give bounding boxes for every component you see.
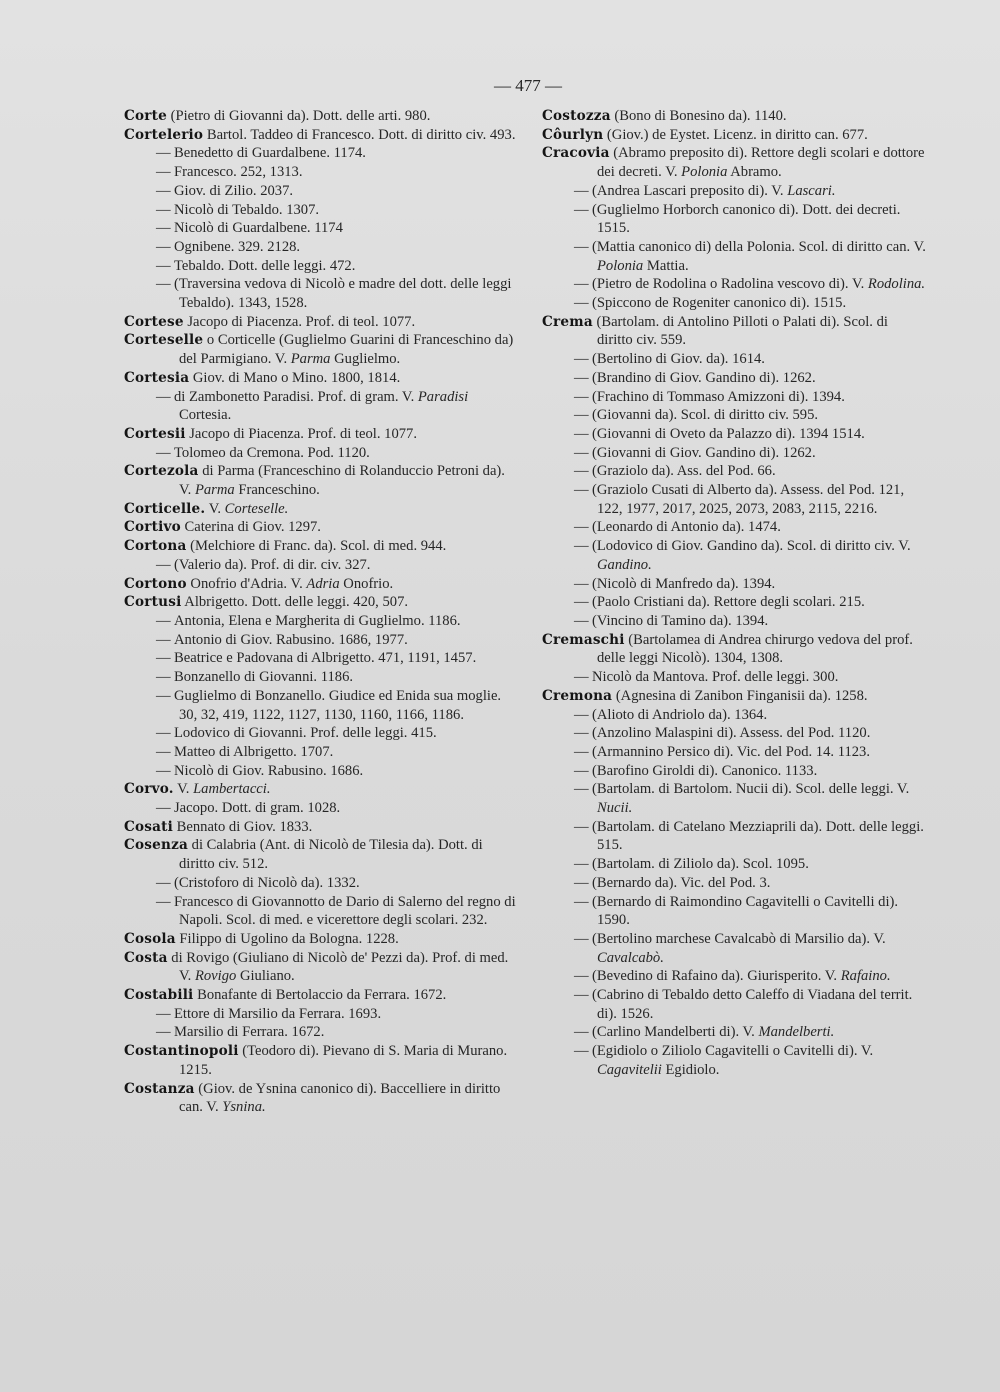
entry-text: Tolomeo da Cremona. Pod. 1120.	[174, 444, 370, 461]
index-subentry	[542, 893, 926, 930]
dash-marker: —	[156, 762, 171, 779]
index-subentry	[124, 144, 516, 163]
index-subentry	[124, 201, 516, 220]
entry-text: (Guglielmo Horborch canonico di). Dott. dei decreti. 1515.	[592, 201, 901, 237]
dash-marker: —	[574, 743, 589, 760]
dash-marker: —	[574, 276, 589, 293]
entry-text: (Bernardo di Raimondino Cagavitelli o Cavitelli di). 1590.	[592, 893, 899, 929]
index-entry	[542, 687, 926, 706]
entry-headword: Cosenza	[124, 837, 188, 854]
entry-text: (Pietro di Giovanni da). Dott. delle arti. 980.	[166, 108, 431, 124]
entry-text: Giov. di Zilio. 2037.	[174, 182, 294, 199]
entry-text: (Bartolamea di Andrea chirurgo vedova del prof. delle leggi Nicolò). 1304, 1308.	[597, 631, 913, 667]
index-subentry	[124, 612, 516, 631]
index-entry	[542, 144, 926, 181]
entry-text: Onofrio d'Adria. V.	[186, 575, 307, 592]
entry-text: Jacopo. Dott. di gram. 1028.	[174, 800, 341, 817]
entry-text: (Paolo Cristiani da). Rettore degli scolari. 215.	[592, 594, 865, 611]
index-subentry	[542, 425, 926, 444]
entry-text: (Bartolam. di Ziliolo da). Scol. 1095.	[592, 856, 809, 873]
entry-text: (Cristoforo di Nicolò da). 1332.	[174, 874, 360, 891]
dash-marker: —	[574, 201, 589, 218]
dash-marker: —	[574, 706, 589, 723]
entry-headword: Cortelerio	[124, 126, 204, 143]
index-subentry	[124, 388, 516, 425]
entry-text: di Zambonetto Paradisi. Prof. di gram. V.	[174, 388, 418, 405]
entry-crossref: Gandino.	[597, 556, 652, 573]
index-entry	[124, 313, 516, 332]
dash-marker: —	[574, 762, 589, 779]
entry-text-tail: Abramo.	[727, 164, 782, 181]
entry-text: (Bono di Bonesino da). 1140.	[610, 108, 787, 124]
entry-text: (Traversina vedova di Nicolò e madre del dott. delle leggi Tebaldo). 1343, 1528.	[174, 276, 512, 312]
entry-text: (Giov. de Ysnina canonico di). Baccelliere in diritto can. V.	[179, 1080, 501, 1116]
dash-marker: —	[156, 164, 171, 181]
index-entry	[542, 107, 926, 126]
entry-crossref: Polonia	[681, 164, 728, 181]
index-subentry	[124, 631, 516, 650]
dash-marker: —	[574, 669, 589, 686]
entry-crossref: Lascari.	[787, 182, 836, 199]
entry-headword: Corticelle.	[124, 500, 206, 517]
index-subentry	[542, 275, 926, 294]
dash-marker: —	[574, 968, 589, 985]
entry-headword: Corteselle	[124, 332, 204, 349]
index-entry	[124, 425, 516, 444]
entry-text-tail: Guglielmo.	[330, 351, 401, 368]
index-subentry	[542, 855, 926, 874]
dash-marker: —	[574, 238, 589, 255]
entry-headword: Cremona	[542, 687, 613, 704]
entry-text: Ognibene. 329. 2128.	[174, 238, 301, 255]
dash-marker: —	[574, 425, 589, 442]
dash-marker: —	[156, 238, 171, 255]
entry-crossref: Cagavitelii	[597, 1061, 662, 1078]
entry-headword: Costa	[124, 949, 168, 966]
entry-text: Jacopo di Piacenza. Prof. di teol. 1077.	[185, 425, 417, 442]
entry-text: (Andrea Lascari preposito di). V.	[592, 182, 788, 199]
index-entry	[542, 313, 926, 350]
index-subentry	[542, 350, 926, 369]
entry-text: (Frachino di Tommaso Amizzoni di). 1394.	[592, 388, 845, 405]
dash-marker: —	[156, 800, 171, 817]
entry-crossref: Rafaino.	[840, 968, 891, 985]
index-subentry	[124, 668, 516, 687]
page-number: — 477 —	[494, 76, 562, 95]
dash-marker: —	[574, 725, 589, 742]
index-entry	[124, 126, 516, 145]
entry-crossref: Rodolina.	[867, 276, 926, 293]
entry-text: di Calabria (Ant. di Nicolò de Tilesia da). Dott. di diritto civ. 512.	[179, 837, 483, 873]
dash-marker: —	[156, 631, 171, 648]
entry-crossref: Paradisi	[417, 388, 469, 405]
entry-text: (Bevedino di Rafaino da). Giurisperito. V.	[592, 968, 841, 985]
entry-text: (Mattia canonico di) della Polonia. Scol. di diritto can. V.	[592, 238, 926, 255]
entry-text: (Bartolam. di Bartolom. Nucii di). Scol. delle leggi. V.	[592, 781, 910, 798]
index-entry	[124, 369, 516, 388]
entry-headword: Cortona	[124, 538, 187, 555]
index-entry	[124, 818, 516, 837]
dash-marker: —	[574, 818, 589, 835]
entry-text: Marsilio di Ferrara. 1672.	[174, 1024, 325, 1041]
index-subentry	[124, 238, 516, 257]
entry-crossref: Polonia	[597, 257, 644, 274]
index-subentry	[124, 762, 516, 781]
entry-text: (Alioto di Andriolo da). 1364.	[592, 706, 768, 723]
index-subentry	[124, 743, 516, 762]
dash-marker: —	[574, 856, 589, 873]
entry-text: (Agnesina di Zanibon Finganisii da). 1258.	[612, 687, 868, 704]
dash-marker: —	[574, 182, 589, 199]
index-entry	[124, 949, 516, 986]
index-subentry	[124, 799, 516, 818]
entry-text-tail: Franceschino.	[234, 482, 320, 499]
entry-text: Bennato di Giov. 1833.	[173, 818, 313, 835]
entry-text: (Armannino Persico di). Vic. del Pod. 14. 1123.	[592, 743, 870, 760]
dash-marker: —	[574, 407, 589, 424]
entry-headword: Cortesii	[124, 425, 186, 442]
index-subentry	[124, 893, 516, 930]
entry-headword: Cosola	[124, 930, 176, 947]
dash-marker: —	[574, 444, 589, 461]
entry-text: Antonia, Elena e Margherita di Guglielmo. 1186.	[174, 612, 461, 629]
index-subentry	[542, 668, 926, 687]
index-entry	[124, 836, 516, 873]
entry-headword: Cortezola	[124, 463, 199, 480]
entry-text: (Giovanni da). Scol. di diritto civ. 595.	[592, 407, 819, 424]
entry-text: (Bartolam. di Antolino Pilloti o Palati di). Scol. di diritto civ. 559.	[592, 313, 888, 349]
index-subentry	[542, 986, 926, 1023]
dash-marker: —	[156, 257, 171, 274]
entry-headword: Costantinopoli	[124, 1043, 239, 1060]
dash-marker: —	[574, 369, 589, 386]
dash-marker: —	[156, 893, 171, 910]
index-subentry	[542, 1023, 926, 1042]
entry-text: Albrigetto. Dott. delle leggi. 420, 507.	[181, 594, 409, 611]
index-entry	[124, 575, 516, 594]
entry-text: (Egidiolo o Ziliolo Cagavitelli o Cavitelli di). V.	[592, 1043, 874, 1060]
dash-marker: —	[574, 351, 589, 368]
index-subentry	[124, 556, 516, 575]
index-subentry	[542, 762, 926, 781]
entry-text: (Leonardo di Antonio da). 1474.	[592, 519, 781, 536]
entry-crossref: Nucii.	[597, 800, 633, 817]
index-entry	[124, 462, 516, 499]
entry-crossref: Rovigo	[194, 968, 237, 985]
index-subentry	[542, 294, 926, 313]
entry-text-tail: Onofrio.	[339, 575, 394, 592]
entry-crossref: Parma	[194, 482, 235, 499]
entry-text: (Barofino Giroldi di). Canonico. 1133.	[592, 762, 818, 779]
dash-marker: —	[156, 201, 171, 218]
entry-text: Bonafante di Bertolaccio da Ferrara. 1672.	[193, 987, 447, 1004]
dash-marker: —	[574, 874, 589, 891]
index-subentry	[542, 612, 926, 631]
left-column	[124, 107, 516, 1117]
entry-text: di Rovigo (Giuliano di Nicolò de' Pezzi da). Prof. di med. V.	[167, 949, 509, 985]
dash-marker: —	[156, 669, 171, 686]
entry-text: (Cabrino di Tebaldo detto Caleffo di Viadana del territ. di). 1526.	[592, 987, 913, 1022]
index-subentry	[124, 724, 516, 743]
entry-headword: Corte	[124, 108, 167, 124]
dash-marker: —	[574, 987, 589, 1004]
index-subentry	[542, 930, 926, 967]
entry-text: (Graziolo da). Ass. del Pod. 66.	[592, 463, 776, 480]
index-subentry	[542, 201, 926, 238]
index-entry	[124, 930, 516, 949]
dash-marker: —	[156, 220, 171, 237]
entry-text: Nicolò di Giov. Rabusino. 1686.	[174, 762, 364, 779]
entry-text: Filippo di Ugolino da Bologna. 1228.	[175, 930, 399, 947]
entry-text: (Bernardo da). Vic. del Pod. 3.	[592, 874, 771, 891]
right-column	[542, 107, 926, 1080]
index-subentry	[542, 518, 926, 537]
index-subentry	[542, 182, 926, 201]
index-subentry	[124, 257, 516, 276]
entry-text: Antonio di Giov. Rabusino. 1686, 1977.	[174, 631, 408, 648]
entry-headword: Cortono	[124, 575, 187, 592]
entry-headword: Costanza	[124, 1080, 195, 1097]
entry-text: (Anzolino Malaspini di). Assess. del Pod. 1120.	[592, 725, 871, 742]
index-entry	[124, 500, 516, 519]
entry-text: o Corticelle (Guglielmo Guarini di Franceschino da) del Parmigiano. V.	[179, 332, 514, 368]
entry-text: (Giovanni di Oveto da Palazzo di). 1394 1514.	[592, 425, 865, 442]
index-subentry	[542, 874, 926, 893]
dash-marker: —	[156, 650, 171, 667]
index-entry	[124, 331, 516, 368]
dash-marker: —	[156, 388, 171, 405]
dash-marker: —	[574, 519, 589, 536]
dash-marker: —	[574, 612, 589, 629]
index-subentry	[542, 537, 926, 574]
index-subentry	[124, 874, 516, 893]
index-subentry	[124, 687, 516, 724]
entry-text: di Parma (Franceschino di Rolanduccio Petroni da). V.	[179, 463, 505, 499]
entry-text-tail: Mattia.	[643, 257, 689, 274]
dash-marker: —	[574, 930, 589, 947]
entry-text: (Vincino di Tamino da). 1394.	[592, 612, 769, 629]
entry-headword: Costozza	[542, 108, 611, 124]
dash-marker: —	[156, 145, 171, 162]
entry-crossref: Corteselle.	[224, 500, 289, 517]
dash-marker: —	[156, 725, 171, 742]
dash-marker: —	[156, 1024, 171, 1041]
dash-marker: —	[156, 276, 171, 293]
dash-marker: —	[574, 893, 589, 910]
dash-marker: —	[156, 444, 171, 461]
index-entry	[124, 986, 516, 1005]
entry-text: Matteo di Albrigetto. 1707.	[174, 743, 334, 760]
entry-crossref: Parma	[290, 351, 331, 368]
dash-marker: —	[574, 538, 589, 555]
entry-text: V.	[205, 500, 225, 517]
entry-text: (Giov.) de Eystet. Licenz. in diritto can. 677.	[603, 126, 868, 143]
entry-headword: Cortivo	[124, 519, 181, 536]
index-subentry	[124, 219, 516, 238]
entry-text: Giov. di Mano o Mino. 1800, 1814.	[189, 369, 401, 386]
dash-marker: —	[574, 388, 589, 405]
entry-text: (Bartolam. di Catelano Mezziaprili da). Dott. delle leggi. 515.	[592, 818, 924, 854]
index-subentry	[124, 1005, 516, 1024]
entry-text: Lodovico di Giovanni. Prof. delle leggi. 415.	[174, 725, 437, 742]
entry-text: (Brandino di Giov. Gandino di). 1262.	[592, 369, 816, 386]
index-subentry	[542, 444, 926, 463]
index-entry	[124, 107, 516, 126]
index-subentry	[542, 238, 926, 275]
entry-text: (Carlino Mandelberti di). V.	[592, 1024, 759, 1041]
index-subentry	[542, 406, 926, 425]
dash-marker: —	[156, 612, 171, 629]
entry-text: (Nicolò di Manfredo da). 1394.	[592, 575, 776, 592]
entry-text: Tebaldo. Dott. delle leggi. 472.	[174, 257, 356, 274]
index-subentry	[542, 575, 926, 594]
entry-text: Guglielmo di Bonzanello. Giudice ed Enida sua moglie. 30, 32, 419, 1122, 1127, 1130, 1160, 1166, 1186.	[174, 687, 502, 723]
index-entry	[124, 1080, 516, 1117]
entry-headword: Côurlyn	[542, 126, 604, 143]
entry-crossref: Adria	[306, 575, 340, 592]
index-subentry	[542, 369, 926, 388]
index-entry	[124, 780, 516, 799]
index-entry	[542, 126, 926, 145]
index-subentry	[124, 182, 516, 201]
index-subentry	[124, 163, 516, 182]
entry-text: (Bertolino marchese Cavalcabò di Marsilio da). V.	[592, 930, 886, 947]
index-subentry	[542, 724, 926, 743]
dash-marker: —	[574, 781, 589, 798]
entry-text: Bonzanello di Giovanni. 1186.	[174, 669, 354, 686]
entry-text: Beatrice e Padovana di Albrigetto. 471, 1191, 1457.	[174, 650, 477, 667]
entry-headword: Cosati	[124, 818, 173, 835]
entry-headword: Cortusi	[124, 594, 182, 611]
entry-text: Jacopo di Piacenza. Prof. di teol. 1077.	[183, 313, 416, 330]
entry-text: (Bertolino di Giov. da). 1614.	[592, 351, 765, 368]
entry-headword: Costabili	[124, 987, 194, 1004]
entry-text: Nicolò di Guardalbene. 1174	[174, 220, 343, 237]
index-entry	[124, 1042, 516, 1079]
index-entry	[124, 537, 516, 556]
index-subentry	[542, 818, 926, 855]
entry-headword: Corvo.	[124, 781, 174, 798]
index-subentry	[124, 1023, 516, 1042]
entry-text: Benedetto di Guardalbene. 1174.	[174, 145, 366, 162]
entry-text: (Abramo preposito di). Rettore degli scolari e dottore dei decreti. V.	[597, 145, 925, 181]
entry-text: (Spiccono de Rogeniter canonico di). 1515.	[592, 295, 847, 312]
entry-crossref: Mandelberti.	[758, 1024, 835, 1041]
entry-text: (Valerio da). Prof. di dir. civ. 327.	[174, 556, 371, 573]
entry-text-tail: Giuliano.	[236, 968, 295, 985]
entry-headword: Cracovia	[542, 145, 610, 162]
dash-marker: —	[574, 463, 589, 480]
entry-headword: Cremaschi	[542, 631, 625, 648]
dash-marker: —	[156, 182, 171, 199]
entry-text-tail: Egidiolo.	[661, 1061, 720, 1078]
entry-text: Nicolò da Mantova. Prof. delle leggi. 300.	[592, 669, 839, 686]
entry-text: Ettore di Marsilio da Ferrara. 1693.	[174, 1005, 382, 1022]
index-entry	[124, 518, 516, 537]
entry-text: Francesco di Giovannotto de Dario di Salerno del regno di Napoli. Scol. di med. e vicerettore degli scolari. 232.	[174, 893, 516, 929]
index-subentry	[542, 743, 926, 762]
index-subentry	[542, 967, 926, 986]
entry-text: V.	[173, 781, 194, 798]
entry-headword: Crema	[542, 313, 593, 330]
entry-text: (Graziolo Cusati di Alberto da). Assess. del Pod. 121, 122, 1977, 2017, 2025, 2073, 2083, 2115, 2216.	[592, 482, 905, 517]
index-subentry	[542, 780, 926, 817]
entry-text: Francesco. 252, 1313.	[174, 164, 303, 181]
entry-text: (Teodoro di). Pievano di S. Maria di Murano. 1215.	[179, 1043, 508, 1078]
entry-text-tail: Cortesia.	[179, 407, 232, 424]
entry-text: (Lodovico di Giov. Gandino da). Scol. di diritto civ. V.	[592, 538, 911, 555]
dash-marker: —	[574, 1024, 589, 1041]
index-entry	[542, 631, 926, 668]
entry-text: (Giovanni di Giov. Gandino di). 1262.	[592, 444, 816, 461]
dash-marker: —	[574, 295, 589, 312]
dash-marker: —	[156, 1005, 171, 1022]
dash-marker: —	[156, 687, 171, 704]
index-subentry	[542, 1042, 926, 1079]
index-subentry	[124, 649, 516, 668]
entry-text: (Pietro de Rodolina o Radolina vescovo di). V.	[592, 276, 868, 293]
entry-text: Caterina di Giov. 1297.	[180, 519, 321, 536]
dash-marker: —	[156, 874, 171, 891]
index-subentry	[542, 706, 926, 725]
dash-marker: —	[156, 556, 171, 573]
dash-marker: —	[574, 575, 589, 592]
index-subentry	[542, 388, 926, 407]
entry-headword: Cortese	[124, 313, 184, 330]
index-entry	[124, 593, 516, 612]
entry-crossref: Lambertacci.	[193, 781, 271, 798]
entry-headword: Cortesia	[124, 369, 190, 386]
entry-text: Nicolò di Tebaldo. 1307.	[174, 201, 320, 218]
index-subentry	[542, 593, 926, 612]
entry-crossref: Ysnina.	[222, 1099, 266, 1116]
index-subentry	[124, 444, 516, 463]
index-subentry	[542, 481, 926, 518]
dash-marker: —	[156, 743, 171, 760]
entry-text: Bartol. Taddeo di Francesco. Dott. di diritto civ. 493.	[203, 126, 516, 143]
dash-marker: —	[574, 482, 589, 499]
index-subentry	[542, 462, 926, 481]
index-subentry	[124, 275, 516, 312]
entry-crossref: Cavalcabò.	[597, 949, 664, 966]
entry-text: (Melchiore di Franc. da). Scol. di med. 944.	[186, 538, 447, 555]
dash-marker: —	[574, 1043, 589, 1060]
dash-marker: —	[574, 594, 589, 611]
